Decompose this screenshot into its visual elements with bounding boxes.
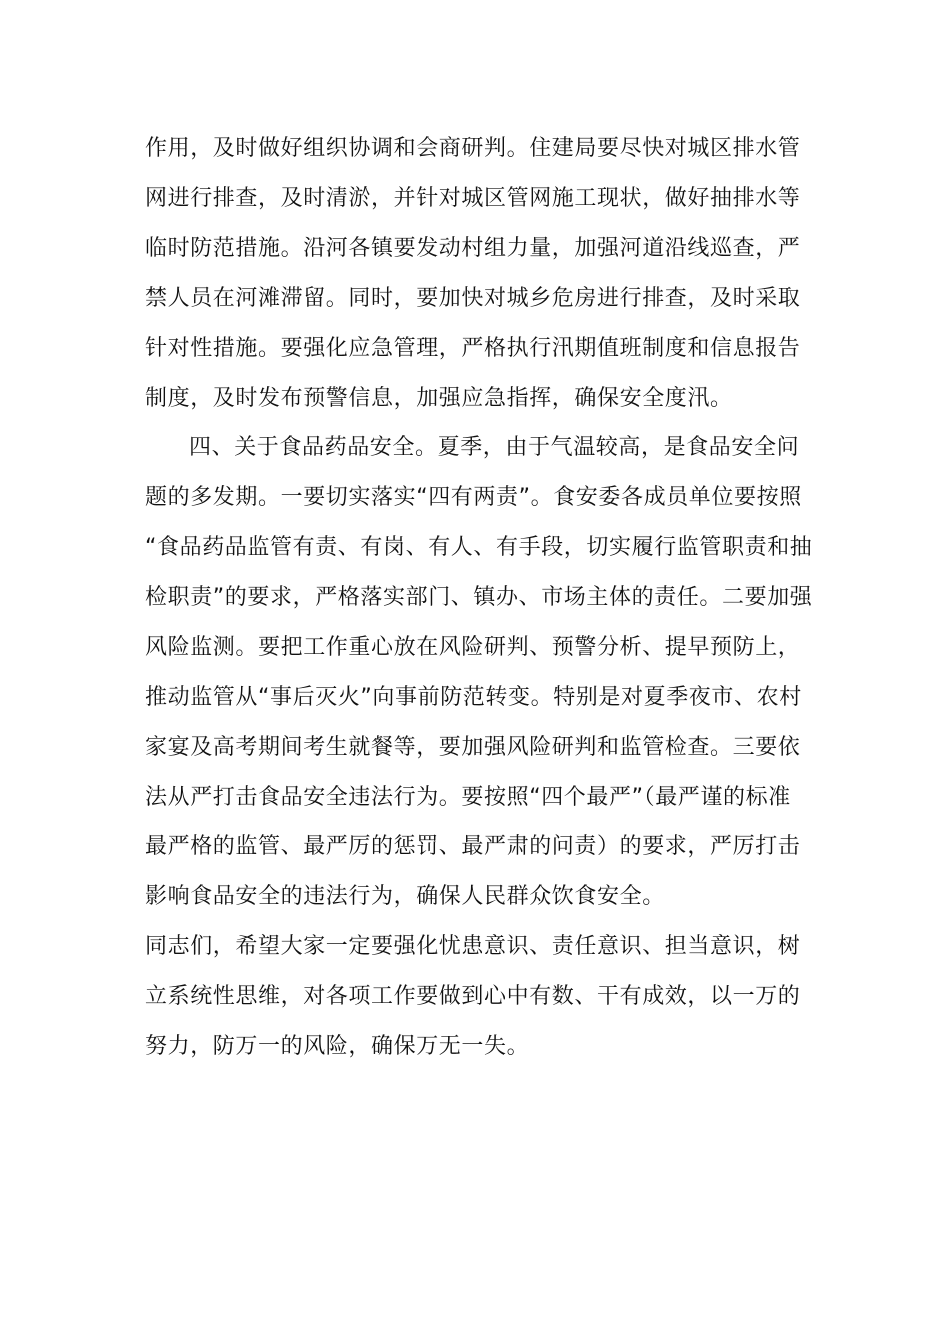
text-line: 法从严打击食品安全违法行为。要按照“四个最严”（最严谨的标准 [145, 785, 791, 810]
text-line: 影响食品安全的违法行为，确保人民群众饮食安全。 [145, 884, 665, 909]
text-line: 网进行排查，及时清淤，并针对城区管网施工现状，做好抽排水等 [145, 186, 801, 211]
text-line: 同志们，希望大家一定要强化忧患意识、责任意识、担当意识，树 [145, 934, 801, 959]
text-line: 临时防范措施。沿河各镇要发动村组力量，加强河道沿线巡查，严 [145, 236, 801, 261]
text-line: 风险监测。要把工作重心放在风险研判、预警分析、提早预防上， [145, 635, 801, 660]
text-line: 检职责”的要求，严格落实部门、镇办、市场主体的责任。二要加强 [145, 585, 813, 610]
section-heading-line: 四、关于食品药品安全。夏季，由于气温较高，是食品安全问 [189, 435, 800, 460]
text-line: 禁人员在河滩滞留。同时，要加快对城乡危房进行排查，及时采取 [145, 286, 801, 311]
text-line: 最严格的监管、最严厉的惩罚、最严肃的问责）的要求，严厉打击 [145, 834, 801, 859]
text-line: “食品药品监管有责、有岗、有人、有手段，切实履行监管职责和抽 [145, 535, 813, 560]
text-line: 作用，及时做好组织协调和会商研判。住建局要尽快对城区排水管 [145, 136, 801, 161]
text-line: 立系统性思维，对各项工作要做到心中有数、干有成效，以一万的 [145, 984, 801, 1009]
text-line: 推动监管从“事后灭火”向事前防范转变。特别是对夏季夜市、农村 [145, 685, 802, 710]
text-line: 家宴及高考期间考生就餐等，要加强风险研判和监管检查。三要依 [145, 735, 801, 760]
text-line: 努力，防万一的风险，确保万无一失。 [145, 1034, 530, 1059]
text-line: 针对性措施。要强化应急管理，严格执行汛期值班制度和信息报告 [145, 336, 801, 361]
text-line: 制度，及时发布预警信息，加强应急指挥，确保安全度汛。 [145, 386, 733, 411]
text-line: 题的多发期。一要切实落实“四有两责”。食安委各成员单位要按照 [145, 485, 802, 510]
